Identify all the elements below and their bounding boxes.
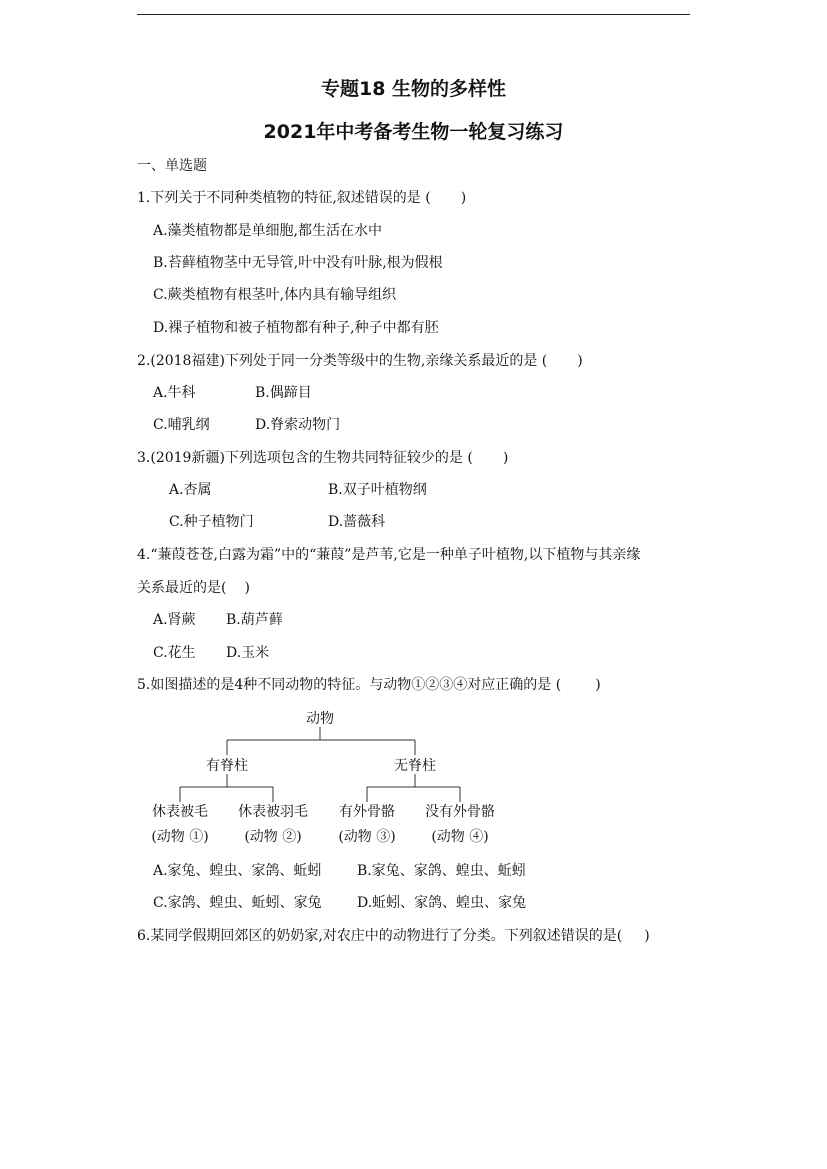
tree-root-label: 动物 [306, 711, 334, 727]
question-4-line1: 4.“蒹葭苍苍,白露为霜”中的“蒹葭”是芦苇,它是一种单子叶植物,以下植物与其亲缘 [137, 547, 641, 563]
q2-option-a: A.牛科 [153, 385, 196, 401]
tree-branch-left: 有脊柱 [206, 758, 248, 774]
q1-option-c: C.蕨类植物有根茎叶,体内具有输导组织 [153, 287, 397, 303]
q1-option-a: A.藻类植物都是单细胞,都生活在水中 [153, 223, 383, 239]
question-3-stem: 3.(2019新疆)下列选项包含的生物共同特征较少的是 ( [137, 450, 473, 466]
tree-branch-right: 无脊柱 [394, 758, 436, 774]
tree-leaf-1-label: (动物 ①) [151, 829, 209, 845]
question-4-stem: 关系最近的是( [137, 580, 227, 596]
page-subtitle: 2021年中考备考生物一轮复习练习 [263, 121, 564, 143]
q1-option-b: B.苔藓植物茎中无导管,叶中没有叶脉,根为假根 [153, 255, 443, 271]
q5-option-b: B.家兔、家鸽、蝗虫、蚯蚓 [357, 863, 526, 879]
q2-option-b: B.偶蹄目 [255, 385, 312, 401]
question-6-stem: 6.某同学假期回郊区的奶奶家,对农庄中的动物进行了分类。下列叙述错误的是( [137, 928, 623, 944]
q4-option-b: B.葫芦藓 [226, 612, 283, 628]
q3-option-b: B.双子叶植物纲 [328, 482, 427, 498]
question-4-close: ) [244, 580, 250, 596]
tree-leaf-3-label: (动物 ③) [338, 829, 396, 845]
question-6 [137, 927, 650, 945]
q1-option-d: D.裸子植物和被子植物都有种子,种子中都有胚 [153, 320, 439, 336]
question-1-close: ) [460, 190, 467, 206]
question-1-stem: 1.下列关于不同种类植物的特征,叙述错误的是 ( [137, 190, 431, 206]
question-2-close: ) [577, 353, 583, 369]
q4-option-d: D.玉米 [226, 645, 270, 661]
q5-option-d: D.蚯蚓、家鸽、蝗虫、家兔 [357, 895, 527, 911]
q4-option-a: A.肾蕨 [153, 612, 196, 628]
question-6-close: ) [644, 928, 650, 944]
q4-option-c: C.花生 [153, 645, 196, 661]
q2-option-d: D.脊索动物门 [255, 417, 341, 433]
q3-option-a: A.杏属 [169, 482, 212, 498]
tree-leaf-3: 有外骨骼 [339, 804, 395, 820]
tree-leaf-1: 休表被毛 [152, 804, 208, 820]
tree-leaf-4-label: (动物 ④) [431, 829, 489, 845]
q3-option-c: C.种子植物门 [169, 514, 254, 530]
question-5-stem: 5.如图描述的是4种不同动物的特征。与动物①②③④对应正确的是 ( [137, 677, 562, 693]
q5-option-a: A.家兔、蝗虫、家鸽、蚯蚓 [153, 863, 322, 879]
question-2-stem: 2.(2018福建)下列处于同一分类等级中的生物,亲缘关系最近的是 ( [137, 353, 548, 369]
question-5-close: ) [595, 677, 601, 693]
q5-option-c: C.家鸽、蝗虫、蚯蚓、家兔 [153, 895, 322, 911]
q3-option-d: D.蔷薇科 [328, 514, 386, 530]
section-heading: 一、单选题 [137, 158, 207, 174]
q2-option-c: C.哺乳纲 [153, 417, 210, 433]
tree-leaf-2-label: (动物 ②) [244, 829, 302, 845]
page-title: 专题18 生物的多样性 [320, 78, 507, 100]
tree-leaf-2: 休表被羽毛 [238, 804, 308, 820]
tree-leaf-4: 没有外骨骼 [425, 804, 495, 820]
question-3-close: ) [502, 450, 509, 466]
